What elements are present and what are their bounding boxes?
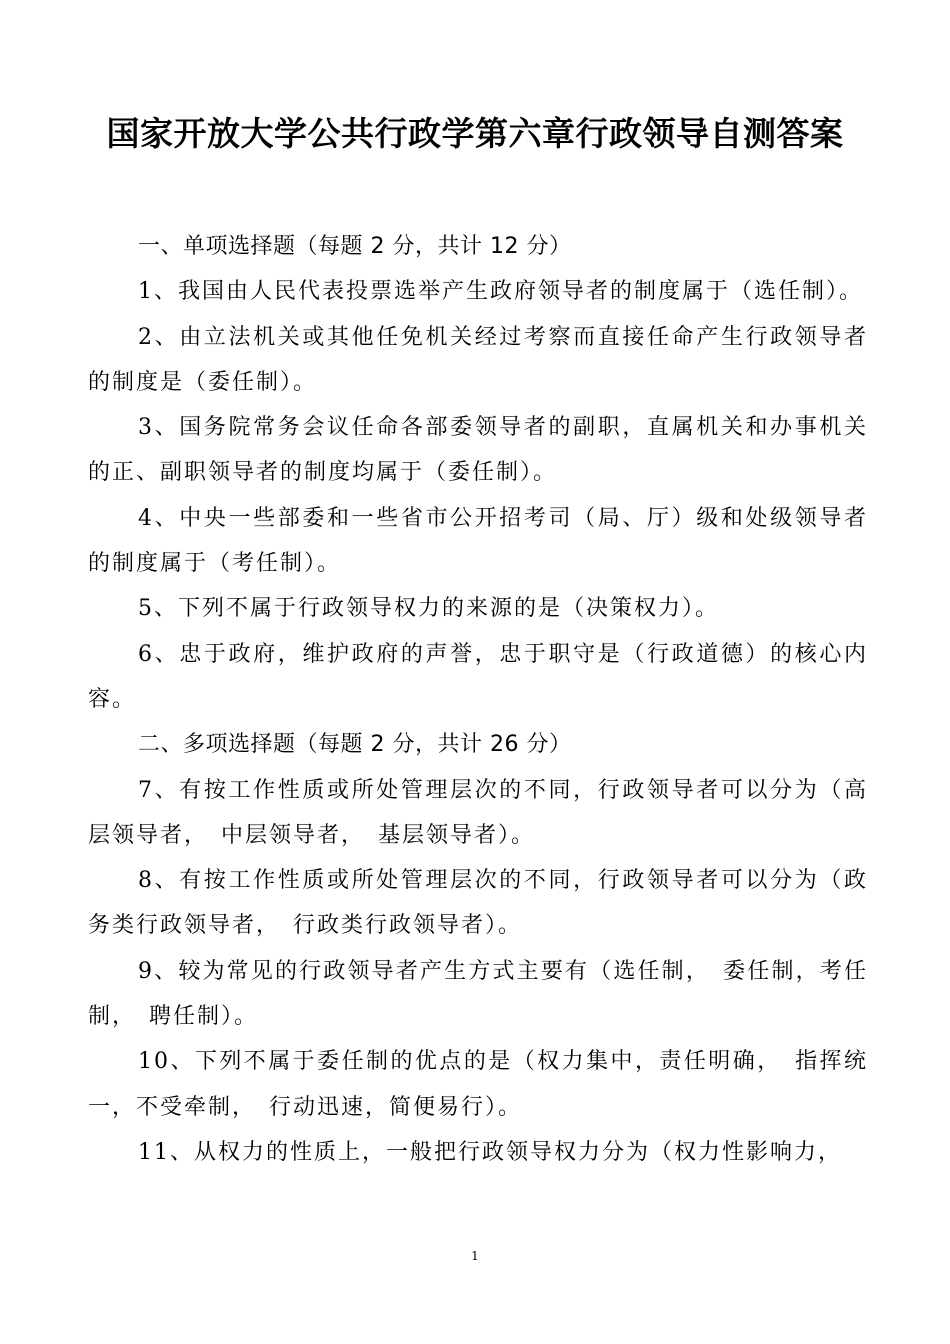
question-item: 9、较为常见的行政领导者产生方式主要有（选任制， 委任制，考任制， 聘任制）。: [88, 958, 868, 1030]
question-item: 5、下列不属于行政领导权力的来源的是（决策权力）。: [138, 596, 719, 622]
section-heading-multiple-choice: 二、多项选择题（每题 2 分，共计 26 分）: [138, 732, 572, 758]
question-item: 1、我国由人民代表投票选举产生政府领导者的制度属于（选任制）。: [138, 279, 863, 305]
question-item: 8、有按工作性质或所处管理层次的不同，行政领导者可以分为（政务类行政领导者， 行政类行政领导者）。: [88, 868, 868, 939]
document-body: [88, 224, 868, 1175]
question-item: 3、国务院常务会议任命各部委领导者的副职，直属机关和办事机关的正、副职领导者的制度均属于（委任制）。: [88, 415, 868, 486]
question-item: 11、从权力的性质上，一般把行政领导权力分为（权力性影响力，: [138, 1139, 842, 1165]
question-item: 7、有按工作性质或所处管理层次的不同，行政领导者可以分为（高层领导者， 中层领导者， 基层领导者）。: [88, 777, 868, 848]
question-item: 4、中央一些部委和一些省市公开招考司（局、厅）级和处级领导者的制度属于（考任制）。: [88, 505, 868, 577]
question-item: 10、下列不属于委任制的优点的是（权力集中，责任明确， 指挥统一，不受牵制， 行动迅速，简便易行）。: [88, 1049, 868, 1120]
question-item: 6、忠于政府，维护政府的声誉，忠于职守是（行政道德）的核心内容。: [88, 641, 868, 712]
question-item: 2、由立法机关或其他任免机关经过考察而直接任命产生行政领导者的制度是（委任制）。: [88, 324, 868, 395]
document-title: 国家开放大学公共行政学第六章行政领导自测答案: [106, 114, 844, 153]
page-number: 1: [471, 1249, 479, 1263]
section-heading-single-choice: 一、单项选择题（每题 2 分，共计 12 分）: [138, 234, 572, 259]
